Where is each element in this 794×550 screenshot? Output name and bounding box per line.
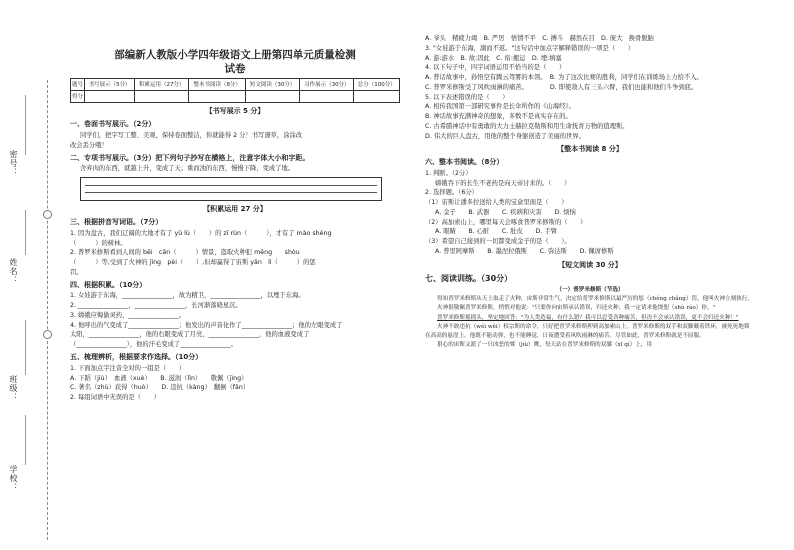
question-line: 3. "女娃游于东海，溺而不返。"这句话中加点字解释错误的一项是（ ） xyxy=(425,44,635,52)
class-fill-line xyxy=(25,320,26,375)
passage-paragraph: 火神很敬佩普罗米修斯，悄悄对他说："只要你向宙斯承认错误，归还火种，我一定请求他饶恕（shù ráo）你。" xyxy=(437,305,716,312)
question-line: （2）高加索山上，哪里每天会啄食普罗米修斯的（ ） xyxy=(425,218,587,226)
option-line: A. 金子 B. 武器 C. 疾病和灾害 D. 烦恼 xyxy=(435,208,576,216)
question-line: 1. 判断。（2分） xyxy=(425,169,472,177)
score-table-row xyxy=(71,91,400,103)
question-line: 太阳，________________，他的右眼变成了月亮，________________，他的血液变成了 xyxy=(70,331,310,339)
section-heading: 一、卷面书写展示。（2分） xyxy=(70,120,156,129)
passage-paragraph: 火神不敢违抗（wéi wěi）权宗斯的命令，只好把普罗米修斯押到高加索山上。普罗米修斯的双手和双脚戴着铁环，被死死地锁在高高的悬崖上。他既不能动弹，也不能睡觉，日夜遭受着风吹雨淋的痛苦。尽管如此，普罗米修斯就是不屈服。 xyxy=(425,323,750,340)
school-fill-line xyxy=(25,415,26,465)
section-heading: 五、梳理辨析，根据要求作选择。（10分） xyxy=(70,352,203,361)
id-fill-line xyxy=(25,95,26,155)
option-line: C. 著名（zhù）获得（huò） D. 违抗（kàng） 翻倒（fǎn） xyxy=(70,384,250,392)
score-cell xyxy=(354,91,400,103)
binding-hole xyxy=(43,330,52,339)
question-line: 4. 以下句子中，四字词语运用不恰当的是（ ） xyxy=(425,64,566,72)
copy-sentence: 舍弃肉的东西，就越上升，变成了天；重而浊的东西，慢慢下降，变成了地。 xyxy=(80,165,295,173)
section-heading: 三、根据拼音写词语。（7分） xyxy=(70,217,163,226)
instruction-text: 改会丢分哦！ xyxy=(70,141,108,149)
title-line-1: 部编新人教版小学四年级语文上册第四单元质量检测 xyxy=(114,49,356,61)
section-heading: 六、整本书阅读。（8分） xyxy=(425,158,504,167)
score-cell xyxy=(135,91,189,103)
passage-title: （一）普罗米修斯（节选） xyxy=(556,286,624,293)
question-line: （ ）等,受到了火神的 jīng pèi（ ）,但却赢得了宙斯 yǎn lì（ ）的惩 xyxy=(70,259,316,267)
score-table xyxy=(70,78,400,103)
score-header-cell: 题号 xyxy=(71,79,85,91)
score-header-cell: 总分（100分） xyxy=(354,79,400,91)
score-cell xyxy=(245,91,299,103)
question-line: （1）宙斯让潘多拉送给人类的宝盒里面是（ ） xyxy=(425,199,568,207)
section-heading: 七、阅读训练。（30分） xyxy=(425,273,513,283)
writing-rule xyxy=(85,192,377,193)
score-header-cell: 习作展示（30分） xyxy=(300,79,354,91)
option-line: A. 爷头 精疲力竭 B. 严厉 悟情不平 C. 搏斗 赫然在目 D. 庞大 换骨脱胎 xyxy=(425,35,654,42)
question-line: 3. 嫦娥应悔偷灵药，________________。 xyxy=(70,311,186,319)
question-line: （________________），他的汗毛变成了________________。 xyxy=(70,341,237,349)
score-cell xyxy=(85,91,135,103)
option-line: A. 眼睛 B. 心脏 C. 肚皮 D. 手臂 xyxy=(435,228,557,236)
score-cell xyxy=(300,91,354,103)
question-line: 嫦娥吞下的长生不老药是向天帝讨来的。（ ） xyxy=(435,179,571,187)
writing-box[interactable] xyxy=(80,177,382,201)
class-label: 班级： xyxy=(9,375,18,402)
writing-rule xyxy=(85,185,377,186)
option-line: A. 下蹈（jiù） 血液（xuè） B. 滋润（lìn） 敬佩（jìng） xyxy=(70,374,248,382)
option-line: A. 相传我国第一部研究事件是长伞所作的《山海经》。 xyxy=(425,103,575,111)
school-label: 学校： xyxy=(9,465,18,492)
option-line: B. 神话故事充满神奇的想象，多数不是真实存在的。 xyxy=(425,113,572,120)
section-heading: 四、根据积累。（10分） xyxy=(70,280,147,289)
option-line: A. 游:游水 B. 故:因此 C. 衔:搬运 D. 堙:填塞 xyxy=(425,54,562,62)
question-line: 2. 选择题。（6分） xyxy=(425,189,478,197)
option-line: A. 普里阿摩斯 B. 墨涅拉俄斯 C. 弥达斯 D. 佩席修斯 xyxy=(435,247,614,255)
question-line: 2. 普罗米修斯看到人间的 bēi cǎn（ ）情景，盗取火种犯 mēng shòu xyxy=(70,249,300,257)
question-line: 5. 以下表述错误的是（ ） xyxy=(425,93,509,101)
score-cell xyxy=(189,91,246,103)
section-band: 【整本书阅读 8 分】 xyxy=(557,145,623,154)
name-fill-line xyxy=(25,210,26,255)
cut-line xyxy=(47,80,48,540)
exam-title xyxy=(70,48,400,76)
score-header-cell: 整本书阅读（8分） xyxy=(189,79,246,91)
score-table-header xyxy=(71,79,400,91)
score-row-label: 得分 xyxy=(71,91,85,103)
left-column xyxy=(70,0,400,403)
name-label: 姓名： xyxy=(9,258,18,285)
question-line: 1. 下面加点字注音全对的一组是（ ） xyxy=(70,364,186,372)
passage-paragraph: 普罗米修斯摇摇头，坚定地回答："为人类造福，有什么错？我可以忍受各种痛苦，但决不会承认错误，更不会归还火种！" xyxy=(437,314,739,321)
section-heading: 二、专项书写展示。（3分）把下列句子抄写在横格上，注意字体大小和字距。 xyxy=(70,153,310,162)
option-line: C. 古希腊神话中有勇敢的大力士赫拉克勒斯和用生命抚育万物的值理斯。 xyxy=(425,122,629,130)
question-line: 4. 他呼出的气变成了________________；他发出的声音化作了________________；他的左眼变成了 xyxy=(70,321,343,329)
score-header-cell: 短文阅读（30分） xyxy=(245,79,299,91)
question-line: 2. ________________，________________，长河渐落晓星沉。 xyxy=(70,302,242,310)
question-line: 1. 因为盘古，我们辽阔的大地才有了 yǔ lù（ ）的 zī rùn（ ），才有了 mào shèng xyxy=(70,229,332,237)
binding-hole xyxy=(43,210,52,219)
option-line: D. 伟大的巨人盘古，用他的整个身躯创造了美丽的世界。 xyxy=(425,132,585,140)
instruction-text: 同学们，把字写工整、美观，保持卷面整洁，你就能得 2 分！书写潦草，涂涂改 xyxy=(80,132,303,140)
reading-passage xyxy=(425,295,755,350)
question-line: 2. 每组词语中无误的是（ ） xyxy=(70,394,160,401)
passage-paragraph: 得知普罗米修斯从天上取走了火种，宙斯非常生气，决定给普罗米修斯以最严厉的惩（chéng chǎng）罚，他叫火神立刻执行。 xyxy=(437,296,753,303)
section-band: 【短文阅读 30 分】 xyxy=(558,260,622,269)
score-header-cell: 积累运用（27分） xyxy=(135,79,189,91)
score-header-cell: 书写展示（5分） xyxy=(85,79,135,91)
question-line: （ ）的树林。 xyxy=(70,239,127,247)
binding-margin xyxy=(0,0,60,550)
right-column xyxy=(425,34,755,350)
question-line: 1. 女娃游于东海，________________，故为精卫，________________，以堙于东海。 xyxy=(70,292,305,300)
question-line: （3）希望自己接到的一切都变成金子的是（ ）。 xyxy=(425,238,571,246)
section-band: 【积累运用 27 分】 xyxy=(203,205,267,214)
title-line-2: 试卷 xyxy=(224,63,246,76)
section-band: 【书写展示 5 分】 xyxy=(205,107,265,116)
passage-paragraph: 狠心的宙斯又派了一只凶恶的鹫（jiù）鹰，每天站在普罗米修斯的双膝（xī qì）上，用 xyxy=(437,342,652,349)
id-label: 密号： xyxy=(9,150,18,177)
option-line: C. 普罗米修斯受了风吹雨淋的痛苦。 D. 即使敌人有三头六臂，我们也能和他们斗争到底。 xyxy=(425,83,698,91)
question-line: 罚。 xyxy=(70,268,83,276)
option-line: A. 普话故事中，孙悟空有腾云驾雾的本领。 B. 为了这次比赛的胜利，同学们在训练场上力拾不入。 xyxy=(425,74,703,81)
